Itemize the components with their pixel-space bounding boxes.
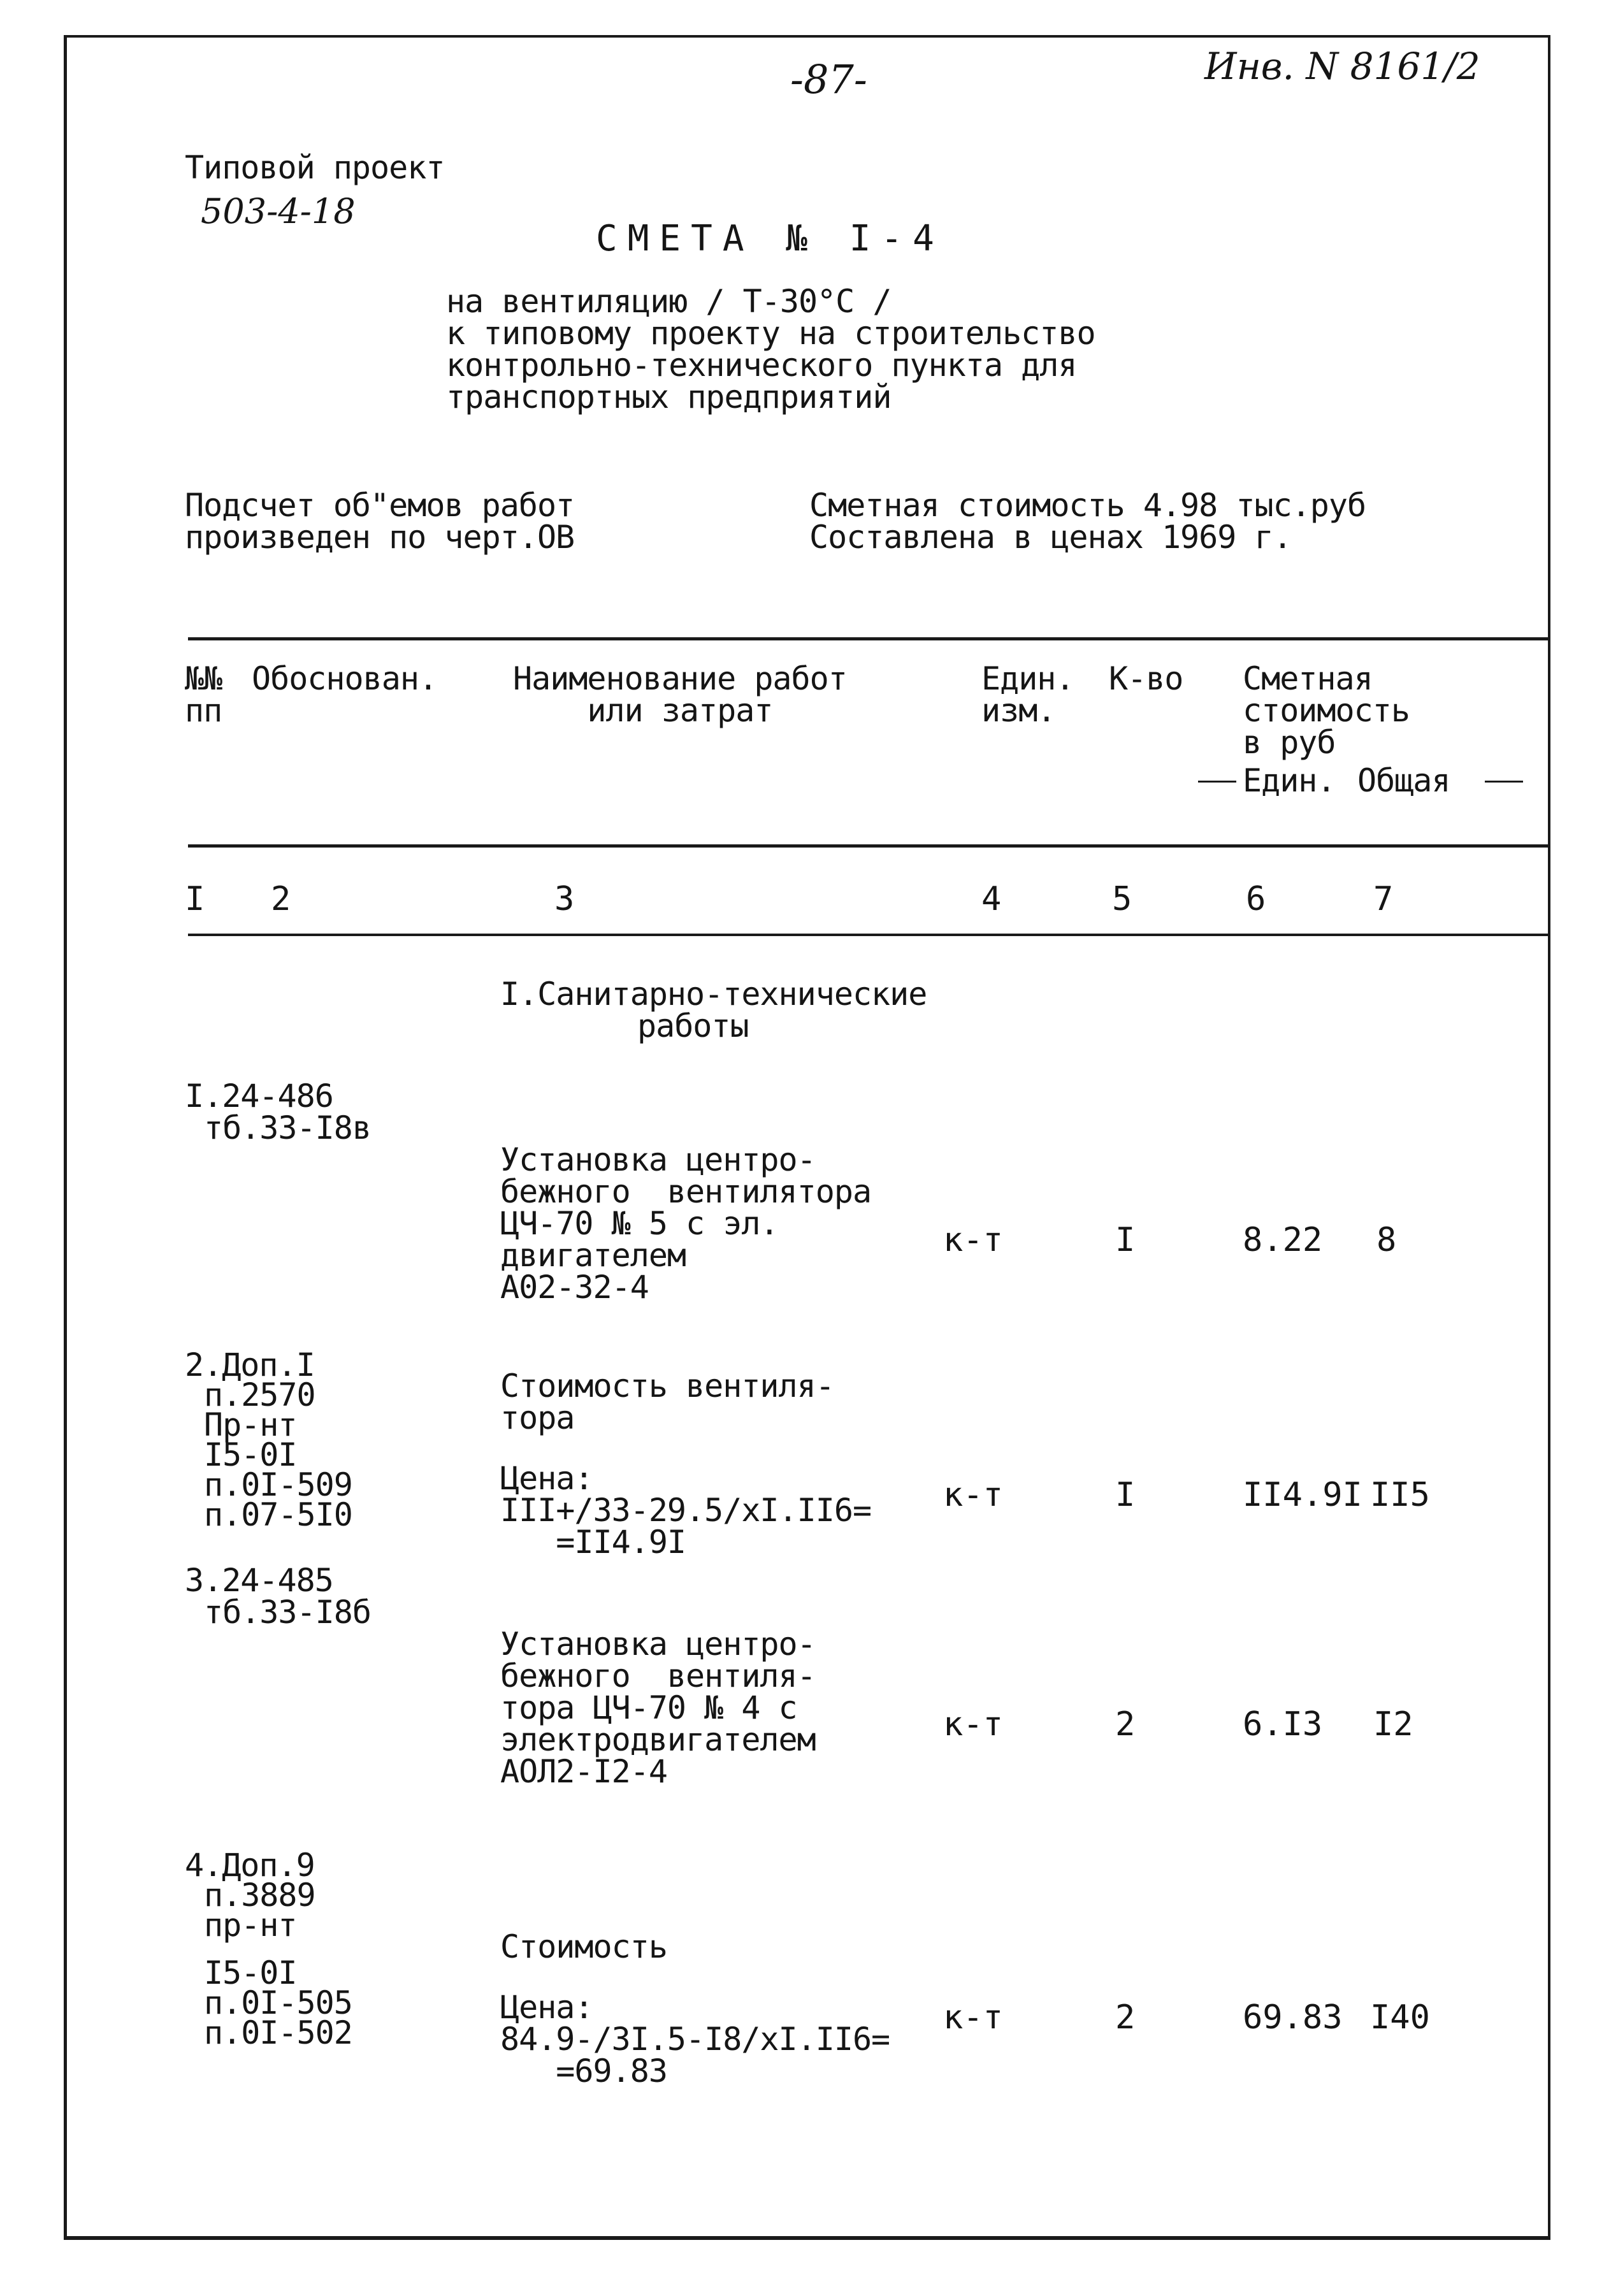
header-cost-total: Общая — [1357, 762, 1450, 799]
table-rule — [188, 637, 1550, 640]
header-cost: Сметная стоимость в руб — [1243, 660, 1410, 761]
row-basis: 3.24-485 тб.33-I8б — [185, 1562, 371, 1631]
section-title: I.Санитарно-технические работы — [500, 976, 927, 1044]
header-cost-unit: Един. — [1243, 762, 1336, 799]
row-cost-total: I2 — [1373, 1705, 1413, 1744]
row-name: Установка центро- бежного вентилятора ЦЧ-70 № 5 с эл. двигателем А02-32-4 — [500, 1141, 872, 1306]
row-qty: I — [1115, 1476, 1136, 1514]
row-qty: 2 — [1115, 1705, 1136, 1744]
volume-note: Подсчет об"емов работ — [185, 487, 575, 524]
description-line: на вентиляцию / Т-30°С / — [446, 283, 892, 320]
description-line: контрольно-технического пункта для — [446, 347, 1077, 384]
column-number: 7 — [1373, 880, 1394, 918]
page-number: -87- — [790, 56, 867, 103]
row-name: Стоимость вентиля- тора Цена: III+/33-29.5/хI.II6= =II4.9I — [500, 1368, 872, 1561]
cost-note: Составлена в ценах 1969 г. — [809, 519, 1292, 556]
row-name: Установка центро- бежного вентиля- тора ЦЧ-70 № 4 с электродвигателем АОЛ2-I2-4 — [500, 1626, 816, 1790]
row-cost-unit: 6.I3 — [1243, 1705, 1323, 1744]
cost-note: Сметная стоимость 4.98 тыс.руб — [809, 487, 1366, 524]
row-unit: к-т — [943, 1221, 1003, 1259]
row-unit: к-т — [943, 1705, 1003, 1744]
header-name: Наименование работ или затрат — [513, 660, 847, 729]
header-unit: Един. изм. — [981, 660, 1074, 729]
volume-note: произведен по черт.ОВ — [185, 519, 575, 556]
row-name: Стоимость Цена: 84.9-/3I.5-I8/хI.II6= =69.83 — [500, 1928, 890, 2090]
row-cost-unit: II4.9I — [1243, 1476, 1362, 1514]
document-title: СМЕТА № I-4 — [596, 218, 944, 259]
row-basis: 4.Доп.9 п.3889 пр-нт I5-0I п.0I-505 п.0I-502 — [185, 1847, 352, 2051]
row-cost-unit: 69.83 — [1243, 1998, 1343, 2037]
row-basis: I.24-486 тб.33-I8в — [185, 1078, 371, 1146]
project-number: 503-4-18 — [201, 191, 356, 231]
row-basis: 2.Доп.I п.2570 Пр-нт I5-0I п.0I-509 п.07-5I0 — [185, 1347, 352, 1533]
row-cost-total: 8 — [1376, 1221, 1397, 1259]
header-basis: Обоснован. — [252, 660, 438, 697]
row-cost-total: II5 — [1370, 1476, 1430, 1514]
column-number: 5 — [1112, 880, 1132, 918]
dash-decoration — [1485, 781, 1523, 783]
row-qty: 2 — [1115, 1998, 1136, 2037]
column-number: 6 — [1246, 880, 1266, 918]
table-rule — [188, 934, 1550, 936]
inventory-number: Инв. N 8161/2 — [1204, 45, 1480, 88]
row-cost-total: I40 — [1370, 1998, 1430, 2037]
row-qty: I — [1115, 1221, 1136, 1259]
dash-decoration — [1198, 781, 1236, 783]
column-number: 2 — [271, 880, 291, 918]
row-cost-unit: 8.22 — [1243, 1221, 1323, 1259]
description-line: к типовому проекту на строительство — [446, 315, 1095, 352]
column-number: I — [185, 880, 205, 918]
header-num: №№ пп — [185, 660, 222, 729]
row-unit: к-т — [943, 1476, 1003, 1514]
column-number: 4 — [981, 880, 1002, 918]
table-rule — [188, 844, 1550, 848]
description-line: транспортных предприятий — [446, 379, 892, 415]
header-qty: К-во — [1109, 660, 1183, 697]
project-label: Типовой проект — [185, 149, 445, 186]
row-unit: к-т — [943, 1998, 1003, 2037]
column-number: 3 — [554, 880, 575, 918]
